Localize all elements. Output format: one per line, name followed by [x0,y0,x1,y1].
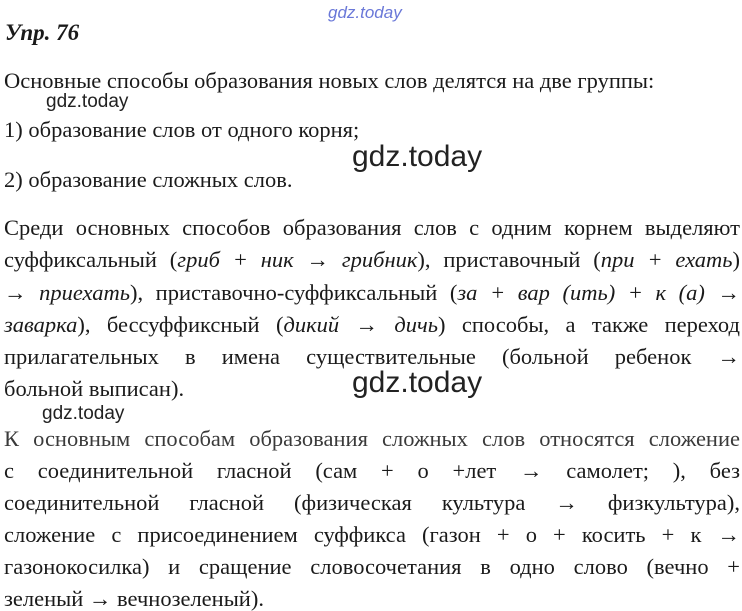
list-item-2: 2) образование сложных слов. [4,167,293,192]
para3-line-5: газонокосилка) и сращение словосочетания в одно слово (вечно + [4,554,740,579]
watermark-1: gdz.today [46,91,129,112]
watermark-2: gdz.today [352,140,483,173]
watermark-3: gdz.today [352,366,483,399]
para2-line-2: суффиксальный (гриб + ник → грибник), приставочный (при + ехать) [4,247,740,272]
watermark-top: gdz.today [328,3,402,22]
para3-line-2: с соединительной гласной (сам + о +лет → самолет; ), без [4,458,740,483]
exercise-title: Упр. 76 [5,20,80,45]
para3-line-4: сложение с присоединением суффикса (газон + о + косить + к → [4,522,740,547]
list-item-1: 1) образование слов от одного корня; [4,117,360,142]
para3-line-3: соединительной гласной (физическая культура → физкультура), [4,490,740,515]
para3-line-1: К основным способам образования сложных слов относятся сложение [4,426,740,451]
para2-line-5: прилагательных в имена существительные (больной ребенок → [4,344,740,369]
para2-line-4: заварка), бессуффиксный (дикий → дичь) способы, а также переход [4,312,740,337]
para2-line-6: больной выписан). [4,376,185,401]
para2-line-1: Среди основных способов образования слов с одним корнем выделяют [4,215,740,240]
para2-line-3: → приехать), приставочно-суффиксальный (за + вар (ить) + к (а) → [4,280,741,305]
paragraph-intro: Основные способы образования новых слов делятся на две группы: [4,68,655,93]
watermark-4: gdz.today [42,403,125,424]
para3-line-6: зеленый → вечнозеленый). [4,586,264,611]
